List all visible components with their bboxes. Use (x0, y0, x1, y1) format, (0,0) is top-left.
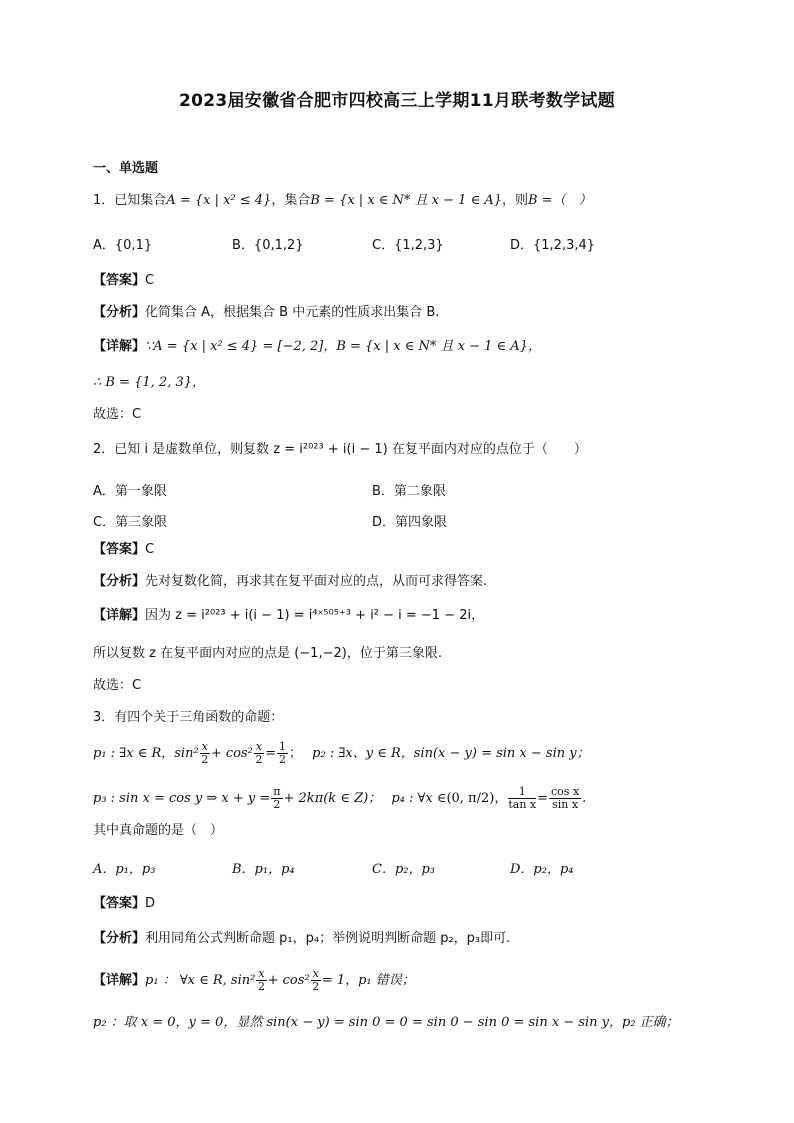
page-title: 2023届安徽省合肥市四校高三上学期11月联考数学试题 (178, 91, 616, 111)
math-text: + 2kπ(k ∈ Z)； (283, 791, 382, 806)
question-text: 有四个关于三角函数的命题： (114, 710, 284, 725)
math-interval: (0, π/2) (446, 791, 495, 806)
option-a: A．p₁，p₃ (93, 862, 156, 877)
answer-value: D (145, 896, 156, 911)
fraction: $\frac{1}{\text{tan x}}$ (508, 785, 537, 811)
answer-tag: 【答案】 (93, 273, 146, 288)
choose-line (93, 406, 141, 424)
option-a: A．{0,1} (93, 238, 153, 253)
math-text: = (537, 791, 549, 806)
option-b: B．{0,1,2} (232, 238, 304, 253)
fraction: $\frac{x}{2}$ (255, 740, 263, 766)
choose-label: 故选： (93, 678, 133, 693)
analysis-tag: 【分析】 (93, 574, 146, 589)
proposition-p1-p2 (93, 741, 590, 766)
analysis-text: 先对复数化简，再求其在复平面对应的点，从而可求得答案. (145, 574, 488, 589)
question-number: 3． (93, 710, 115, 725)
answer-line (93, 541, 154, 559)
fraction: $\frac{\pi}{2}$ (273, 785, 281, 811)
choose-label: 故选： (93, 407, 133, 422)
question-text: 已知 i 是虚数单位，则复数 z = i²⁰²³ + i(i − 1) 在复平面内对应的点位于（ ） (114, 442, 587, 457)
option-c: C．{1,2,3} (372, 238, 444, 253)
detail-tag: 【详解】 (93, 973, 146, 988)
choose-line (93, 677, 141, 695)
detail-text: 因为 z = i²⁰²³ + i(i − 1) = i⁴ˣ⁵⁰⁵⁺³ + i² − i = −1 − 2i， (145, 608, 485, 623)
detail-line: p₂ ：取 x = 0，y = 0，显然 sin(x − y) = sin 0 = 0 = sin 0 − sin 0 = sin x − sin y，p₂ 正确； (93, 1015, 679, 1030)
option-b: B．p₁，p₄ (232, 862, 295, 877)
detail-line: ∴ B = {1, 2, 3}， (93, 375, 205, 390)
math-text: = (265, 746, 277, 761)
question-number: 2． (93, 442, 115, 457)
fraction: $\frac{x}{2}$ (201, 740, 209, 766)
prop-p1: p₁ : ∃x ∈ R，sin² (93, 746, 199, 761)
option-b: B．第二象限 (372, 484, 446, 499)
option-d: D．p₂，p₄ (510, 862, 574, 877)
detail-line (93, 607, 484, 625)
answer-value: C (145, 542, 155, 557)
math-text: ， (494, 791, 508, 806)
analysis-line (93, 930, 510, 948)
analysis-line (93, 573, 487, 591)
choose-value: C (132, 678, 142, 693)
prop-p3: p₃ : sin x = cos y ⇒ x + y = (93, 791, 271, 806)
math-text: + cos² (267, 973, 310, 988)
detail-line (93, 338, 541, 356)
detail-text: p₁ ： ∀x ∈ R, sin² (145, 973, 256, 988)
question-number: 1． (93, 193, 115, 208)
fraction: $\frac{\text{cos x}}{\text{sin x}}$ (551, 785, 580, 811)
detail-line: 所以复数 z 在复平面内对应的点是 (−1,−2)，位于第三象限. (93, 646, 442, 661)
detail-text: ∵A = {x | x² ≤ 4} = [−2, 2]，B = {x | x ∈ N* 且 x − 1 ∈ A}， (145, 339, 541, 354)
question-ask: 其中真命题的是（ ） (93, 823, 224, 838)
analysis-line (93, 304, 439, 322)
prop-p4: p₄ : ∀x ∈ (391, 791, 447, 806)
math-set-a: A = {x | x² ≤ 4} (166, 193, 272, 208)
question-1-stem (93, 192, 592, 210)
math-text: ； (289, 746, 303, 761)
option-c: C．p₂，p₃ (372, 862, 436, 877)
option-c: C．第三象限 (93, 515, 168, 530)
question-text: ，则 (501, 193, 528, 208)
option-a: A．第一象限 (93, 484, 167, 499)
option-d: D．{1,2,3,4} (510, 238, 596, 253)
math-text: = 1，p₁ 错误； (321, 973, 415, 988)
math-text: . (582, 791, 587, 806)
analysis-tag: 【分析】 (93, 305, 146, 320)
answer-tag: 【答案】 (93, 542, 146, 557)
fraction: $\frac{x}{2}$ (312, 967, 320, 993)
section-heading: 一、单选题 (93, 161, 159, 176)
math-text: + cos² (210, 746, 253, 761)
analysis-text: 利用同角公式判断命题 p₁，p₄；举例说明判断命题 p₂，p₃即可. (145, 931, 511, 946)
fraction: $\frac{1}{2}$ (279, 740, 287, 766)
prop-p2: p₂ : ∃x、y ∈ R，sin(x − y) = sin x − sin y； (312, 746, 590, 761)
question-text: ，集合 (271, 193, 311, 208)
proposition-p3-p4 (93, 786, 586, 811)
question-2-stem (93, 441, 587, 459)
answer-line (93, 895, 155, 913)
answer-value: C (145, 273, 155, 288)
analysis-tag: 【分析】 (93, 931, 146, 946)
detail-line (93, 968, 415, 993)
answer-tag: 【答案】 (93, 896, 146, 911)
question-3-stem (93, 709, 283, 727)
detail-tag: 【详解】 (93, 608, 146, 623)
question-text: 已知集合 (114, 193, 167, 208)
question-ask: B =（ ） (528, 193, 592, 208)
choose-value: C (132, 407, 142, 422)
option-d: D．第四象限 (372, 515, 448, 530)
math-set-b: B = {x | x ∈ N* 且 x − 1 ∈ A} (310, 193, 502, 208)
answer-line (93, 272, 154, 290)
detail-tag: 【详解】 (93, 339, 146, 354)
analysis-text: 化简集合 A，根据集合 B 中元素的性质求出集合 B. (145, 305, 440, 320)
fraction: $\frac{x}{2}$ (257, 967, 265, 993)
